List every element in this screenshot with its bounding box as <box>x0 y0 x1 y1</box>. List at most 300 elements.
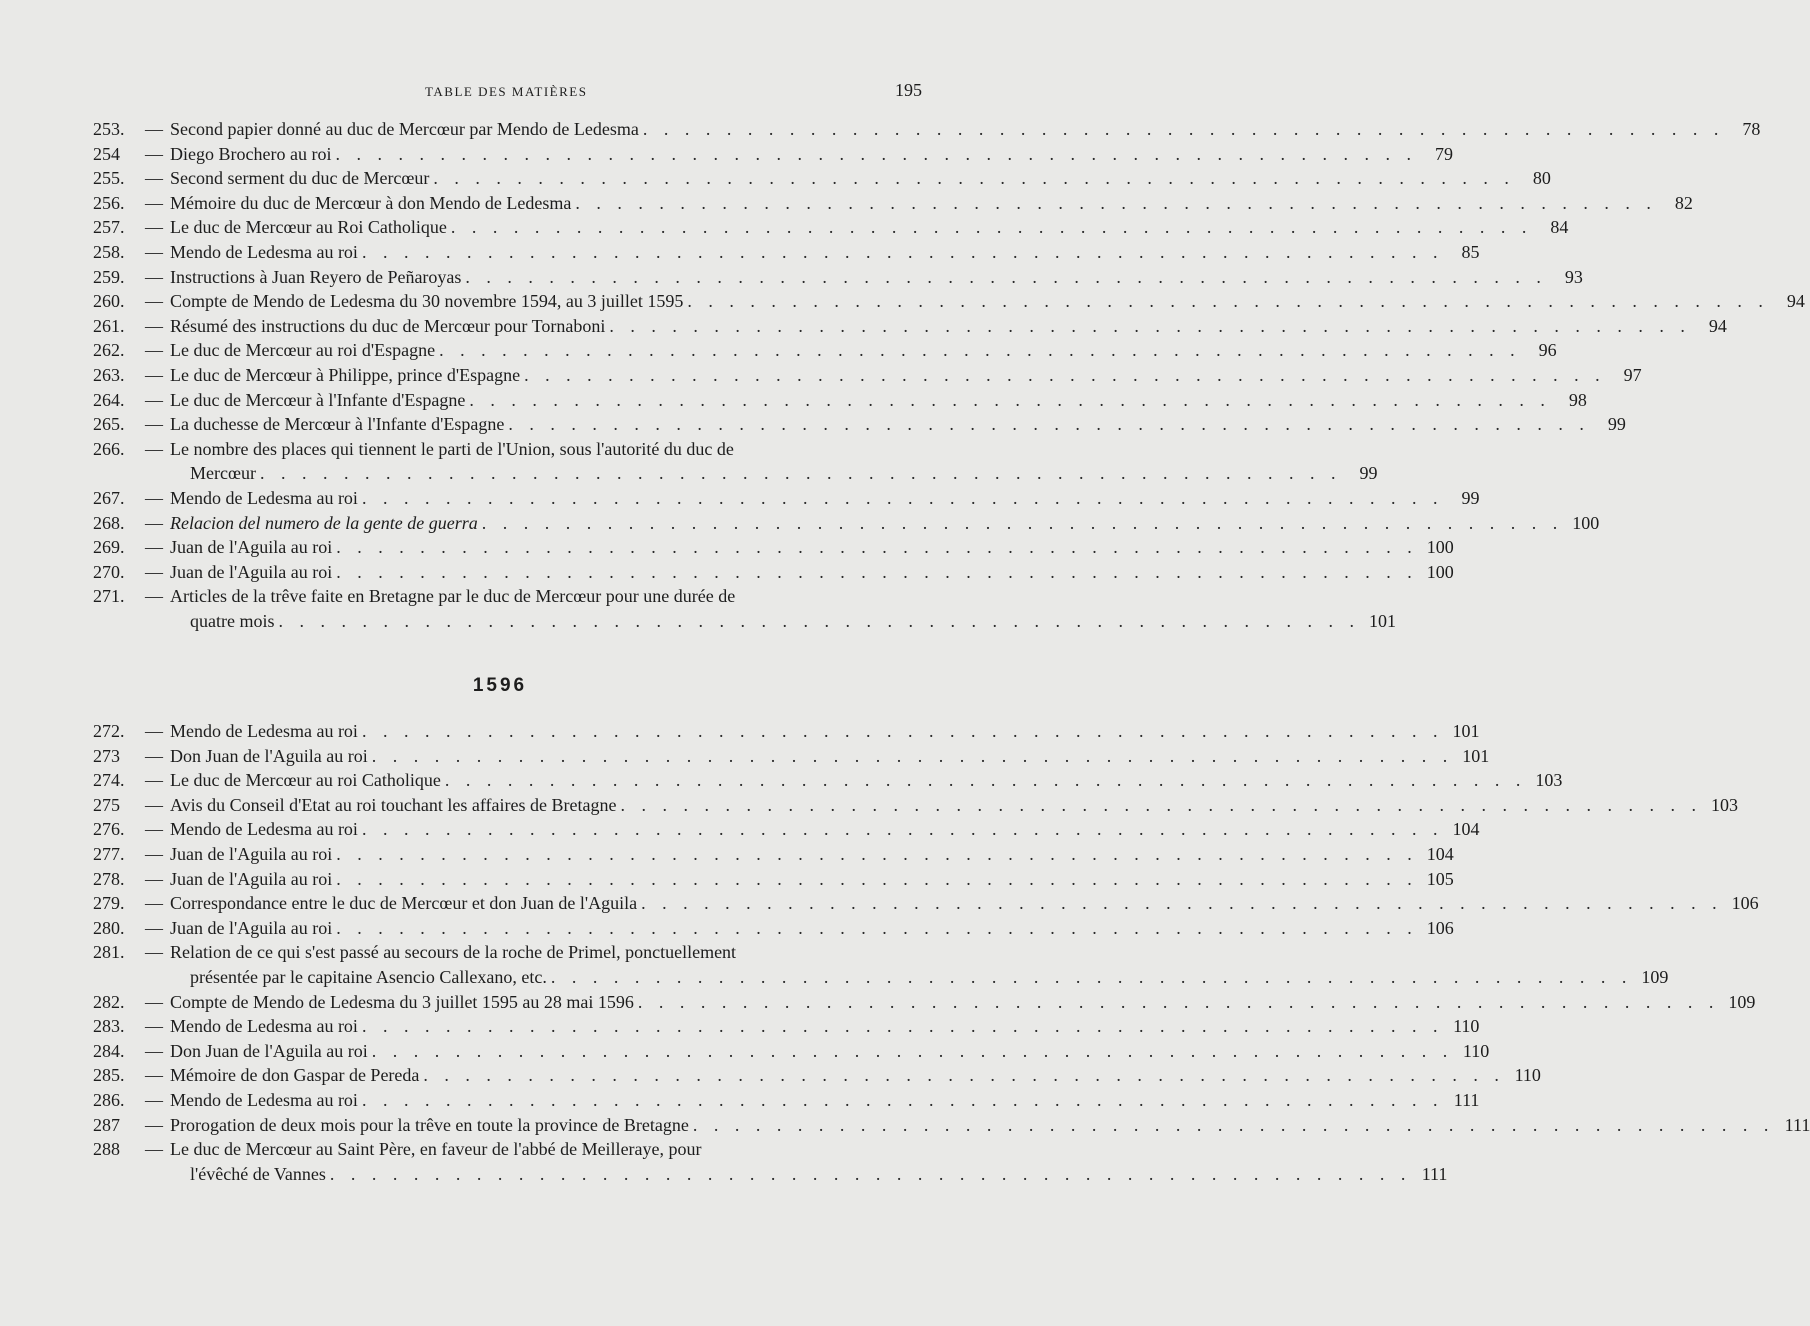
entry-title: Compte de Mendo de Ledesma du 30 novembre 1594, au 3 juillet 1595 <box>170 291 684 312</box>
toc-entry <box>93 842 1454 867</box>
entry-page-number: 104 <box>1452 819 1480 840</box>
entry-title: Compte de Mendo de Ledesma du 3 juillet 1595 au 28 mai 1596 <box>170 991 634 1012</box>
toc-entry <box>93 412 1626 437</box>
entry-title: Le nombre des places qui tiennent le parti de l'Union, sous l'autorité du duc de <box>170 438 734 459</box>
entry-page-number: 84 <box>1550 217 1569 238</box>
dot-leader: . . . . . . . . . . . . . . . . . . . . . . . . . . . . . . . . . . . . . . . . . . . . . . . . . . . . <box>371 1040 1454 1061</box>
entry-page-number: 111 <box>1453 1089 1480 1110</box>
entry-number: 282. <box>93 991 125 1012</box>
entry-page-number: 99 <box>1607 414 1626 435</box>
entry-title: Prorogation de deux mois pour la trêve en toute la province de Bretagne <box>170 1114 689 1135</box>
entry-page-number: 79 <box>1434 143 1453 164</box>
entry-dash: — <box>145 721 163 741</box>
entry-title: Second serment du duc de Mercœur <box>170 168 430 189</box>
toc-entry <box>93 535 1454 560</box>
entry-title: Juan de l'Aguila au roi <box>170 917 333 938</box>
entry-dash: — <box>145 770 163 791</box>
dot-leader: . . . . . . . . . . . . . . . . . . . . . . . . . . . . . . . . . . . . . . . . . . . . . . . . . . . . <box>335 143 1417 164</box>
entry-title: Mendo de Ledesma au roi <box>170 721 358 741</box>
entry-body <box>170 240 1479 265</box>
entry-dash: — <box>145 794 163 815</box>
entry-page-number: 106 <box>1426 917 1454 938</box>
entry-dash: — <box>145 364 163 385</box>
entry-number: 261. <box>93 315 125 336</box>
dot-leader: . . . . . . . . . . . . . . . . . . . . . . . . . . . . . . . . . . . . . . . . . . . . . . . . . . . . <box>361 819 1444 840</box>
entry-number: 271. <box>93 586 125 607</box>
entry-page-number: 97 <box>1623 364 1642 385</box>
entry-line <box>170 142 1453 167</box>
entry-title: Mercœur <box>190 463 256 484</box>
entry-line <box>170 461 1377 486</box>
toc-entry <box>93 1137 1448 1186</box>
entry-body <box>170 867 1454 892</box>
entry-title: Diego Brochero au roi <box>170 143 332 164</box>
entry-line <box>170 1162 1447 1187</box>
entry-dash: — <box>145 340 163 361</box>
entry-title: Le duc de Mercœur au roi Catholique <box>170 770 441 791</box>
entry-number: 273 <box>93 745 120 766</box>
entry-page-number: 93 <box>1564 266 1583 287</box>
dot-leader: . . . . . . . . . . . . . . . . . . . . . . . . . . . . . . . . . . . . . . . . . . . . . . . . . . . . <box>637 991 1720 1012</box>
dot-leader: . . . . . . . . . . . . . . . . . . . . . . . . . . . . . . . . . . . . . . . . . . . . . . . . . . . . <box>336 537 1418 558</box>
entry-number: 278. <box>93 868 125 889</box>
entry-body <box>170 1113 1810 1138</box>
entry-title: Instructions à Juan Reyero de Peñaroyas <box>170 266 462 287</box>
entry-line <box>170 215 1568 240</box>
toc-entry <box>93 867 1454 892</box>
entry-title: Don Juan de l'Aguila au roi <box>170 745 368 766</box>
entry-line <box>170 990 1755 1015</box>
entry-dash: — <box>145 119 163 139</box>
entry-dash: — <box>145 291 163 312</box>
entry-title: quatre mois <box>190 610 275 631</box>
entry-number: 259. <box>93 266 125 287</box>
entry-line <box>170 388 1587 413</box>
entry-line <box>170 793 1738 818</box>
entry-body <box>170 166 1551 191</box>
entry-page-number: 110 <box>1462 1040 1490 1061</box>
entry-body <box>170 584 1396 633</box>
toc-entry <box>93 560 1454 585</box>
toc-entry <box>93 817 1480 842</box>
entry-title: Mendo de Ledesma au roi <box>170 819 358 840</box>
dot-leader: . . . . . . . . . . . . . . . . . . . . . . . . . . . . . . . . . . . . . . . . . . . . . . . . . . . . <box>620 794 1702 815</box>
entry-number: 288 <box>93 1139 120 1160</box>
dot-leader: . . . . . . . . . . . . . . . . . . . . . . . . . . . . . . . . . . . . . . . . . . . . . . . . . . . . <box>450 217 1533 238</box>
entry-title: l'évêché de Vannes <box>190 1163 326 1184</box>
dot-leader: . . . . . . . . . . . . . . . . . . . . . . . . . . . . . . . . . . . . . . . . . . . . . . . . . . . . <box>336 843 1418 864</box>
entry-body <box>170 117 1760 142</box>
entry-title: Le duc de Mercœur à Philippe, prince d'Espagne <box>170 364 521 385</box>
entry-body <box>170 990 1755 1015</box>
entry-number: 270. <box>93 561 125 582</box>
entry-body <box>170 535 1454 560</box>
entry-line <box>170 486 1479 511</box>
entry-body <box>170 744 1489 769</box>
entry-line <box>170 1014 1479 1039</box>
dot-leader: . . . . . . . . . . . . . . . . . . . . . . . . . . . . . . . . . . . . . . . . . . . . . . . . . . . . <box>433 168 1515 189</box>
entry-line <box>170 191 1693 216</box>
entry-dash: — <box>145 819 163 840</box>
entry-dash: — <box>145 868 163 889</box>
entry-dash: — <box>145 917 163 938</box>
entry-dash: — <box>145 942 163 963</box>
entry-line <box>170 560 1454 585</box>
dot-leader: . . . . . . . . . . . . . . . . . . . . . . . . . . . . . . . . . . . . . . . . . . . . . . . . . . . . <box>361 241 1444 262</box>
entry-dash: — <box>145 1040 163 1061</box>
toc-entry <box>93 437 1378 486</box>
entry-number: 263. <box>93 364 125 385</box>
entry-title: Le duc de Mercœur au Roi Catholique <box>170 217 447 238</box>
entry-number: 267. <box>93 487 125 508</box>
dot-leader: . . . . . . . . . . . . . . . . . . . . . . . . . . . . . . . . . . . . . . . . . . . . . . . . . . . . <box>259 463 1342 484</box>
toc-entry <box>93 363 1642 388</box>
running-head-title: TABLE DES MATIÈRES <box>425 84 588 99</box>
toc-entry <box>93 768 1563 793</box>
entry-number: 264. <box>93 389 125 410</box>
entry-number: 256. <box>93 192 125 213</box>
toc-section-1595 <box>93 117 1805 633</box>
entry-line <box>170 265 1583 290</box>
entry-number: 275 <box>93 794 120 815</box>
dot-leader: . . . . . . . . . . . . . . . . . . . . . . . . . . . . . . . . . . . . . . . . . . . . . . . . . . . . <box>469 389 1551 410</box>
entry-body <box>170 215 1568 240</box>
entry-body <box>170 388 1587 413</box>
entry-page-number: 104 <box>1426 843 1454 864</box>
entry-page-number: 103 <box>1710 794 1738 815</box>
entry-dash: — <box>145 1114 163 1135</box>
entry-title: Second papier donné au duc de Mercœur par Mendo de Ledesma <box>170 119 639 139</box>
entry-title: Correspondance entre le duc de Mercœur et don Juan de l'Aguila <box>170 893 638 914</box>
entry-number: 260. <box>93 291 125 312</box>
dot-leader: . . . . . . . . . . . . . . . . . . . . . . . . . . . . . . . . . . . . . . . . . . . . . . . . . . . . <box>361 487 1444 508</box>
entry-title: Le duc de Mercœur à l'Infante d'Espagne <box>170 389 466 410</box>
entry-page-number: 80 <box>1532 168 1551 189</box>
entry-title: Juan de l'Aguila au roi <box>170 843 333 864</box>
entry-dash: — <box>145 745 163 766</box>
entry-line <box>170 609 1396 634</box>
dot-leader: . . . . . . . . . . . . . . . . . . . . . . . . . . . . . . . . . . . . . . . . . . . . . . . . . . . . <box>444 770 1527 791</box>
dot-leader: . . . . . . . . . . . . . . . . . . . . . . . . . . . . . . . . . . . . . . . . . . . . . . . . . . . . <box>361 1016 1444 1037</box>
entry-number: 262. <box>93 340 125 361</box>
dot-leader: . . . . . . . . . . . . . . . . . . . . . . . . . . . . . . . . . . . . . . . . . . . . . . . . . . . . <box>361 1089 1444 1110</box>
entry-line <box>170 1088 1479 1113</box>
entry-line <box>170 1063 1541 1088</box>
page-number: 195 <box>895 80 922 100</box>
toc-entry <box>93 584 1396 633</box>
entry-line <box>170 289 1805 314</box>
entry-title: Mendo de Ledesma au roi <box>170 487 358 508</box>
entry-dash: — <box>145 537 163 558</box>
dot-leader: . . . . . . . . . . . . . . . . . . . . . . . . . . . . . . . . . . . . . . . . . . . . . . . . . . . . <box>609 315 1691 336</box>
entry-line <box>170 768 1562 793</box>
entry-page-number: 94 <box>1786 291 1805 312</box>
entry-dash: — <box>145 143 163 164</box>
entry-page-number: 99 <box>1461 487 1480 508</box>
entry-body <box>170 191 1693 216</box>
dot-leader: . . . . . . . . . . . . . . . . . . . . . . . . . . . . . . . . . . . . . . . . . . . . . . . . . . . . <box>481 512 1564 533</box>
entry-body <box>170 1137 1447 1186</box>
entry-body <box>170 437 1377 486</box>
entry-dash: — <box>145 168 163 189</box>
entry-title: Mendo de Ledesma au roi <box>170 1089 358 1110</box>
entry-title: Mendo de Ledesma au roi <box>170 1016 358 1037</box>
entry-page-number: 82 <box>1674 192 1693 213</box>
entry-body <box>170 1063 1541 1088</box>
toc-entry <box>93 338 1557 363</box>
entry-body <box>170 338 1557 363</box>
entry-dash: — <box>145 315 163 336</box>
entry-line <box>170 338 1557 363</box>
entry-page-number: 96 <box>1538 340 1557 361</box>
entry-number: 272. <box>93 721 125 741</box>
entry-dash: — <box>145 438 163 459</box>
toc-entry <box>93 1039 1490 1064</box>
entry-line <box>170 817 1479 842</box>
toc-entry <box>93 289 1805 314</box>
entry-body <box>170 560 1454 585</box>
dot-leader: . . . . . . . . . . . . . . . . . . . . . . . . . . . . . . . . . . . . . . . . . . . . . . . . . . . . <box>575 192 1657 213</box>
entry-number: 284. <box>93 1040 125 1061</box>
toc-section-1596 <box>93 719 1810 1186</box>
entry-page-number: 98 <box>1568 389 1587 410</box>
entry-dash: — <box>145 1139 163 1160</box>
entry-title: Juan de l'Aguila au roi <box>170 561 333 582</box>
entry-page-number: 103 <box>1535 770 1563 791</box>
entry-title: Juan de l'Aguila au roi <box>170 868 333 889</box>
entry-line <box>170 363 1642 388</box>
entry-line <box>170 117 1760 142</box>
entry-dash: — <box>145 414 163 435</box>
entry-dash: — <box>145 1089 163 1110</box>
dot-leader: . . . . . . . . . . . . . . . . . . . . . . . . . . . . . . . . . . . . . . . . . . . . . . . . . . . . <box>361 721 1444 741</box>
entry-page-number: 111 <box>1784 1114 1810 1135</box>
entry-dash: — <box>145 512 163 533</box>
toc-entry <box>93 916 1454 941</box>
entry-page-number: 101 <box>1368 610 1396 631</box>
toc-entry <box>93 1014 1480 1039</box>
entry-number: 268. <box>93 512 125 533</box>
toc-entry <box>93 891 1759 916</box>
entry-dash: — <box>145 1016 163 1037</box>
entry-dash: — <box>145 1065 163 1086</box>
entry-body <box>170 314 1727 339</box>
dot-leader: . . . . . . . . . . . . . . . . . . . . . . . . . . . . . . . . . . . . . . . . . . . . . . . . . . . . <box>550 966 1633 987</box>
entry-number: 286. <box>93 1089 125 1110</box>
entry-number: 287 <box>93 1114 120 1135</box>
entry-dash: — <box>145 487 163 508</box>
entry-body <box>170 719 1479 744</box>
dot-leader: . . . . . . . . . . . . . . . . . . . . . . . . . . . . . . . . . . . . . . . . . . . . . . . . . . . . <box>329 1163 1412 1184</box>
entry-number: 280. <box>93 917 125 938</box>
entry-title: Articles de la trêve faite en Bretagne par le duc de Mercœur pour une durée de <box>170 586 736 607</box>
entry-number: 254 <box>93 143 120 164</box>
toc-entry <box>93 719 1480 744</box>
entry-line <box>170 940 1668 965</box>
entry-page-number: 106 <box>1731 893 1759 914</box>
toc-entry <box>93 1088 1480 1113</box>
dot-leader: . . . . . . . . . . . . . . . . . . . . . . . . . . . . . . . . . . . . . . . . . . . . . . . . . . . . <box>336 868 1418 889</box>
entry-title: Le duc de Mercœur au roi d'Espagne <box>170 340 436 361</box>
entry-dash: — <box>145 843 163 864</box>
dot-leader: . . . . . . . . . . . . . . . . . . . . . . . . . . . . . . . . . . . . . . . . . . . . . . . . . . . . <box>423 1065 1505 1086</box>
dot-leader: . . . . . . . . . . . . . . . . . . . . . . . . . . . . . . . . . . . . . . . . . . . . . . . . . . . . <box>641 893 1723 914</box>
entry-line <box>170 314 1727 339</box>
entry-dash: — <box>145 266 163 287</box>
entry-number: 274. <box>93 770 125 791</box>
entry-line <box>170 867 1454 892</box>
dot-leader: . . . . . . . . . . . . . . . . . . . . . . . . . . . . . . . . . . . . . . . . . . . . . . . . . . . . <box>508 414 1590 435</box>
entry-page-number: 110 <box>1514 1065 1541 1086</box>
entry-number: 281. <box>93 942 125 963</box>
entry-dash: — <box>145 217 163 238</box>
entry-body <box>170 486 1479 511</box>
entry-body <box>170 1014 1479 1039</box>
entry-page-number: 109 <box>1728 991 1756 1012</box>
entry-number: 266. <box>93 438 125 459</box>
entry-number: 279. <box>93 893 125 914</box>
entry-line <box>170 842 1454 867</box>
entry-page-number: 78 <box>1742 119 1761 139</box>
entry-line <box>170 535 1454 560</box>
entry-line <box>170 916 1454 941</box>
entry-page-number: 101 <box>1452 721 1480 741</box>
entry-line <box>170 412 1626 437</box>
entry-page-number: 94 <box>1708 315 1727 336</box>
entry-dash: — <box>145 991 163 1012</box>
entry-body <box>170 940 1668 989</box>
entry-page-number: 85 <box>1461 241 1480 262</box>
entry-body <box>170 1039 1489 1064</box>
entry-line <box>170 744 1489 769</box>
entry-number: 277. <box>93 843 125 864</box>
entry-line <box>170 166 1551 191</box>
entry-page-number: 109 <box>1641 966 1669 987</box>
entry-title: Résumé des instructions du duc de Mercœur pour Tornaboni <box>170 315 606 336</box>
entry-number: 276. <box>93 819 125 840</box>
dot-leader: . . . . . . . . . . . . . . . . . . . . . . . . . . . . . . . . . . . . . . . . . . . . . . . . . . . . <box>371 745 1454 766</box>
toc-entry <box>93 1113 1810 1138</box>
entry-body <box>170 265 1583 290</box>
dot-leader: . . . . . . . . . . . . . . . . . . . . . . . . . . . . . . . . . . . . . . . . . . . . . . . . . . . . <box>278 610 1360 631</box>
entry-number: 269. <box>93 537 125 558</box>
dot-leader: . . . . . . . . . . . . . . . . . . . . . . . . . . . . . . . . . . . . . . . . . . . . . . . . . . . . <box>336 561 1418 582</box>
entry-page-number: 110 <box>1453 1016 1480 1037</box>
entry-title: Relacion del numero de la gente de guerra <box>170 512 478 533</box>
toc-entry <box>93 215 1569 240</box>
entry-page-number: 100 <box>1572 512 1600 533</box>
entry-line <box>170 965 1668 990</box>
toc-entry <box>93 191 1693 216</box>
running-head <box>0 80 1000 100</box>
entry-title: présentée par le capitaine Asencio Callexano, etc. <box>190 966 547 987</box>
entry-dash: — <box>145 586 163 607</box>
entry-number: 265. <box>93 414 125 435</box>
entry-body <box>170 142 1453 167</box>
entry-body <box>170 793 1738 818</box>
entry-number: 283. <box>93 1016 125 1037</box>
entry-title: Le duc de Mercœur au Saint Père, en faveur de l'abbé de Meilleraye, pour <box>170 1139 702 1160</box>
entry-title: Mémoire de don Gaspar de Pereda <box>170 1065 420 1086</box>
entry-line <box>170 240 1479 265</box>
toc-entry <box>93 314 1727 339</box>
toc-entry <box>93 265 1583 290</box>
entry-line <box>170 437 1377 462</box>
entry-body <box>170 768 1562 793</box>
entry-line <box>170 584 1396 609</box>
dot-leader: . . . . . . . . . . . . . . . . . . . . . . . . . . . . . . . . . . . . . . . . . . . . . . . . . . . . <box>439 340 1521 361</box>
dot-leader: . . . . . . . . . . . . . . . . . . . . . . . . . . . . . . . . . . . . . . . . . . . . . . . . . . . . <box>642 119 1725 139</box>
entry-body <box>170 817 1479 842</box>
dot-leader: . . . . . . . . . . . . . . . . . . . . . . . . . . . . . . . . . . . . . . . . . . . . . . . . . . . . <box>465 266 1547 287</box>
toc-entry <box>93 240 1480 265</box>
entry-dash: — <box>145 241 163 262</box>
entry-page-number: 111 <box>1421 1163 1448 1184</box>
entry-title: Avis du Conseil d'Etat au roi touchant les affaires de Bretagne <box>170 794 617 815</box>
entry-body <box>170 412 1626 437</box>
entry-line <box>170 511 1599 536</box>
entry-page-number: 101 <box>1462 745 1490 766</box>
entry-number: 258. <box>93 241 125 262</box>
entry-title: Juan de l'Aguila au roi <box>170 537 333 558</box>
toc-entry <box>93 793 1738 818</box>
entry-body <box>170 916 1454 941</box>
entry-page-number: 99 <box>1359 463 1378 484</box>
toc-entry <box>93 744 1490 769</box>
entry-body <box>170 891 1759 916</box>
entry-dash: — <box>145 561 163 582</box>
entry-body <box>170 511 1599 536</box>
entry-title: Mendo de Ledesma au roi <box>170 241 358 262</box>
toc-entry <box>93 990 1756 1015</box>
entry-number: 257. <box>93 217 125 238</box>
toc-entry <box>93 388 1587 413</box>
entry-line <box>170 891 1759 916</box>
entry-number: 253. <box>93 119 125 139</box>
dot-leader: . . . . . . . . . . . . . . . . . . . . . . . . . . . . . . . . . . . . . . . . . . . . . . . . . . . . <box>524 364 1606 385</box>
dot-leader: . . . . . . . . . . . . . . . . . . . . . . . . . . . . . . . . . . . . . . . . . . . . . . . . . . . . <box>687 291 1769 312</box>
toc-entry <box>93 117 1761 142</box>
entry-page-number: 105 <box>1426 868 1454 889</box>
toc-entry <box>93 486 1480 511</box>
entry-line <box>170 1039 1489 1064</box>
entry-title: Relation de ce qui s'est passé au secours de la roche de Primel, ponctuellement <box>170 942 737 963</box>
entry-title: La duchesse de Mercœur à l'Infante d'Espagne <box>170 414 505 435</box>
entry-line <box>170 719 1479 744</box>
entry-number: 255. <box>93 168 125 189</box>
dot-leader: . . . . . . . . . . . . . . . . . . . . . . . . . . . . . . . . . . . . . . . . . . . . . . . . . . . . <box>336 917 1418 938</box>
entry-title: Don Juan de l'Aguila au roi <box>170 1040 368 1061</box>
entry-dash: — <box>145 893 163 914</box>
dot-leader: . . . . . . . . . . . . . . . . . . . . . . . . . . . . . . . . . . . . . . . . . . . . . . . . . . . . <box>692 1114 1775 1135</box>
toc-entry <box>93 511 1600 536</box>
year-heading: 1596 <box>472 675 528 696</box>
toc-entry <box>93 142 1453 167</box>
toc-entry <box>93 940 1669 989</box>
entry-body <box>170 842 1454 867</box>
entry-dash: — <box>145 389 163 410</box>
entry-body <box>170 363 1642 388</box>
entry-line <box>170 1137 1447 1162</box>
toc-entry <box>93 166 1551 191</box>
toc-entry <box>93 1063 1541 1088</box>
entry-title: Mémoire du duc de Mercœur à don Mendo de Ledesma <box>170 192 572 213</box>
entry-number: 285. <box>93 1065 125 1086</box>
entry-page-number: 100 <box>1426 561 1454 582</box>
entry-body <box>170 289 1805 314</box>
entry-page-number: 100 <box>1426 537 1454 558</box>
entry-dash: — <box>145 192 163 213</box>
